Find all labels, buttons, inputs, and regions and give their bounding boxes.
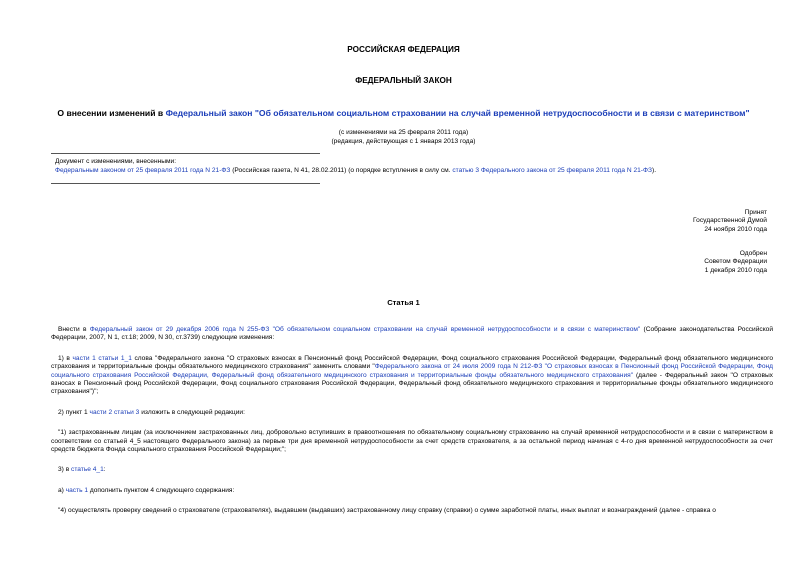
amend-note: (с изменениями на 25 февраля 2011 года) [338,129,469,136]
law-title [0,109,807,117]
article-paragraph-4: "1) застрахованным лицам (за исключением застрахованных лиц, добровольно вступивших в правоотношения по обязательному социальному страхованию на случай временной нетрудоспособности и в связи с материнством в соответствии со статьей 4_5 настоящего Федерального закона) за первые три дня временной нетрудоспособности за счет средств страхователя, а за остальной период начиная с 4-го дня временной нетрудоспособности за счет средств бюджета Фонда социального страхования Российской Федерации;"; [51,429,773,454]
article-paragraph-7: "4) осуществлять проверку сведений о страхователе (страхователях), выдавшем (выдавших) застрахованному лицу справку (справки) о сумме заработной платы, иных выплат и вознаграждений (далее - справка о [58,507,716,515]
article-paragraph-3 [51,409,773,417]
p2-text-c: (далее - Федеральный закон "О страховых взносах в Пенсионный фонд Российской Федерации, Фонд социального страхования Российской Федерации, Федеральный фонд обязательного медицинского страхования и территориальные фонды обязательного медицинского страхования")"; [51,371,773,396]
article-body [51,326,773,516]
country-heading: РОССИЙСКАЯ ФЕДЕРАЦИЯ [347,45,460,54]
p1-link[interactable]: Федеральный закон от 29 декабря 2006 года N 255-ФЗ "Об обязательном социальном страховании на случай временной нетрудоспособности и в связи с материнством" [89,326,641,333]
accepted-block [693,209,767,234]
article-paragraph-6 [51,487,773,495]
article-paragraph-1 [51,326,773,343]
p1-text-a: Внести в [58,326,90,333]
law-title-link[interactable]: Федеральный закон "Об обязательном социальном страховании на случай временной нетрудоспособности и в связи с материнством" [165,108,750,118]
accepted-line-2: Государственной Думой [693,217,767,225]
approved-line-2: Советом Федерации [704,258,767,266]
law-type-heading: ФЕДЕРАЛЬНЫЙ ЗАКОН [355,76,452,85]
changes-line [55,167,795,175]
changes-label: Документ с изменениями, внесенными: [55,158,177,165]
accepted-line-3: 24 ноября 2010 года [704,225,767,233]
edition-note: (редакция, действующая с 1 января 2013 года) [331,138,476,145]
p6-text-a: а) [58,486,66,494]
p5-text-a: 3) в [58,466,72,474]
p3-text-b: изложить в следующей редакции: [139,408,245,416]
approved-line-3: 1 декабря 2010 года [704,266,767,274]
approved-block [704,250,767,275]
changes-link-article[interactable]: статью 3 Федерального закона от 25 февраля 2011 года N 21-ФЗ [452,167,652,174]
p2-link-2[interactable]: Федерального закона от 24 июля 2009 года N 212-ФЗ "О страховых взносах в Пенсионный фонд Российской Федерации, Фонд социального страхования Российской Федерации, Федеральный фонд обязательного медицинского страхования и территориальные фонды обязательного медицинского страхования" [51,363,773,379]
p3-link[interactable]: части 2 статьи 3 [89,408,140,416]
article-paragraph-2 [51,355,773,397]
p1-text-b: (Собрание законодательства Российской Федерации, 2007, N 1, ст.18; 2009, N 30, ст.3739) следующие изменения: [51,326,774,342]
article-heading: Статья 1 [387,298,420,307]
p2-text-a: 1) в [58,354,73,362]
p2-text-b: слова "Федерального закона "О страховых взносах в Пенсионный фонд Российской Федерации, Фонд социального страхования Российской Федерации, Федеральный фонд обязательного медицинского страхования и территориальные фонды обязательного медицинского страхования" заменить словами " [51,354,774,371]
article-paragraph-5 [51,466,773,474]
changes-text-end: ). [652,167,657,174]
divider-bottom [51,183,320,184]
p6-link[interactable]: часть 1 [65,486,89,494]
p6-text-b: дополнить пунктом 4 следующего содержания: [88,486,235,494]
law-title-prefix: О внесении изменений в [57,108,166,118]
changes-text: (Российская газета, N 41, 28.02.2011) (о порядке вступления в силу см. [230,167,453,174]
accepted-line-1: Принят [744,209,767,216]
p3-text-a: 2) пункт 1 [58,408,90,416]
p5-link[interactable]: статье 4_1 [71,466,104,474]
divider-top [51,153,320,154]
p2-link-1[interactable]: части 1 статьи 1_1 [72,354,132,362]
approved-line-1: Одобрен [739,250,767,257]
p5-text-b: : [103,466,106,474]
changes-link-law[interactable]: Федеральным законом от 25 февраля 2011 года N 21-ФЗ [55,167,231,174]
